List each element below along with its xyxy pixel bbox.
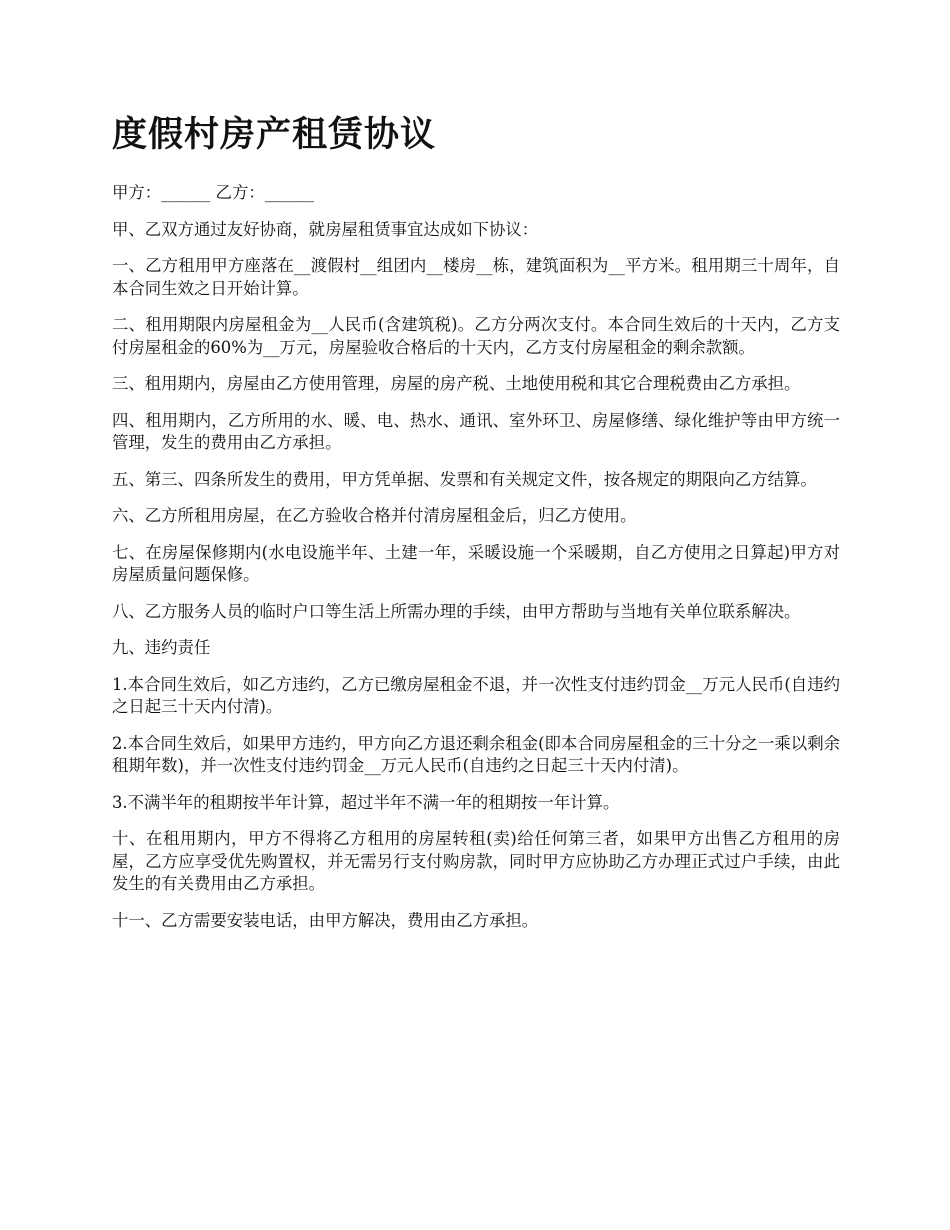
clause-9-item-1: 1.本合同生效后，如乙方违约，乙方已缴房屋租金不退，并一次性支付违约罚金__万元人民币(自违约之日起三十天内付清)。 — [112, 674, 840, 716]
clause-4: 四、租用期内，乙方所用的水、暖、电、热水、通讯、室外环卫、房屋修缮、绿化维护等由甲方统一管理，发生的费用由乙方承担。 — [112, 410, 840, 452]
clause-11: 十一、乙方需要安装电话，由甲方解决，费用由乙方承担。 — [112, 910, 539, 930]
clause-6: 六、乙方所租用房屋，在乙方验收合格并付清房屋租金后，归乙方使用。 — [112, 506, 637, 525]
clause-9-item-3: 3.不满半年的租期按半年计算，超过半年不满一年的租期按一年计算。 — [112, 792, 620, 812]
clause-3: 三、租用期内，房屋由乙方使用管理，房屋的房产税、土地使用税和其它合理税费由乙方承担。 — [112, 374, 801, 393]
clause-9-item-2: 2.本合同生效后，如果甲方违约，甲方向乙方退还剩余租金(即本合同房屋租金的三十分之一乘以剩余租期年数)，并一次性支付违约罚金__万元人民币(自违约之日起三十天内付清)。 — [112, 733, 840, 775]
clause-7: 七、在房屋保修期内(水电设施半年、土建一年，采暖设施一个采暖期，自乙方使用之日算起)甲方对房屋质量问题保修。 — [112, 542, 840, 584]
clause-1: 一、乙方租用甲方座落在__渡假村__组团内__楼房__栋，建筑面积为__平方米。租用期三十周年，自本合同生效之日开始计算。 — [112, 256, 840, 298]
intro-paragraph: 甲、乙双方通过友好协商，就房屋租赁事宜达成如下协议： — [112, 219, 539, 239]
party-line: 甲方：______ 乙方：______ — [112, 183, 314, 202]
clause-10: 十、在租用期内，甲方不得将乙方租用的房屋转租(卖)给任何第三者，如果甲方出售乙方租用的房屋，乙方应享受优先购置权，并无需另行支付购房款，同时甲方应协助乙方办理正式过户手续，由此发生的有关费用由乙方承担。 — [112, 829, 840, 893]
clause-8: 八、乙方服务人员的临时户口等生活上所需办理的手续，由甲方帮助与当地有关单位联系解决。 — [112, 601, 801, 621]
clause-9-heading: 九、违约责任 — [112, 638, 211, 657]
clause-2: 二、租用期限内房屋租金为__人民币(含建筑税)。乙方分两次支付。本合同生效后的十天内，乙方支付房屋租金的60%为__万元，房屋验收合格后的十天内，乙方支付房屋租金的剩余款额。 — [112, 315, 840, 357]
document-title: 度假村房产租赁协议 — [112, 115, 437, 155]
clause-5: 五、第三、四条所发生的费用，甲方凭单据、发票和有关规定文件，按各规定的期限向乙方结算。 — [112, 469, 817, 489]
